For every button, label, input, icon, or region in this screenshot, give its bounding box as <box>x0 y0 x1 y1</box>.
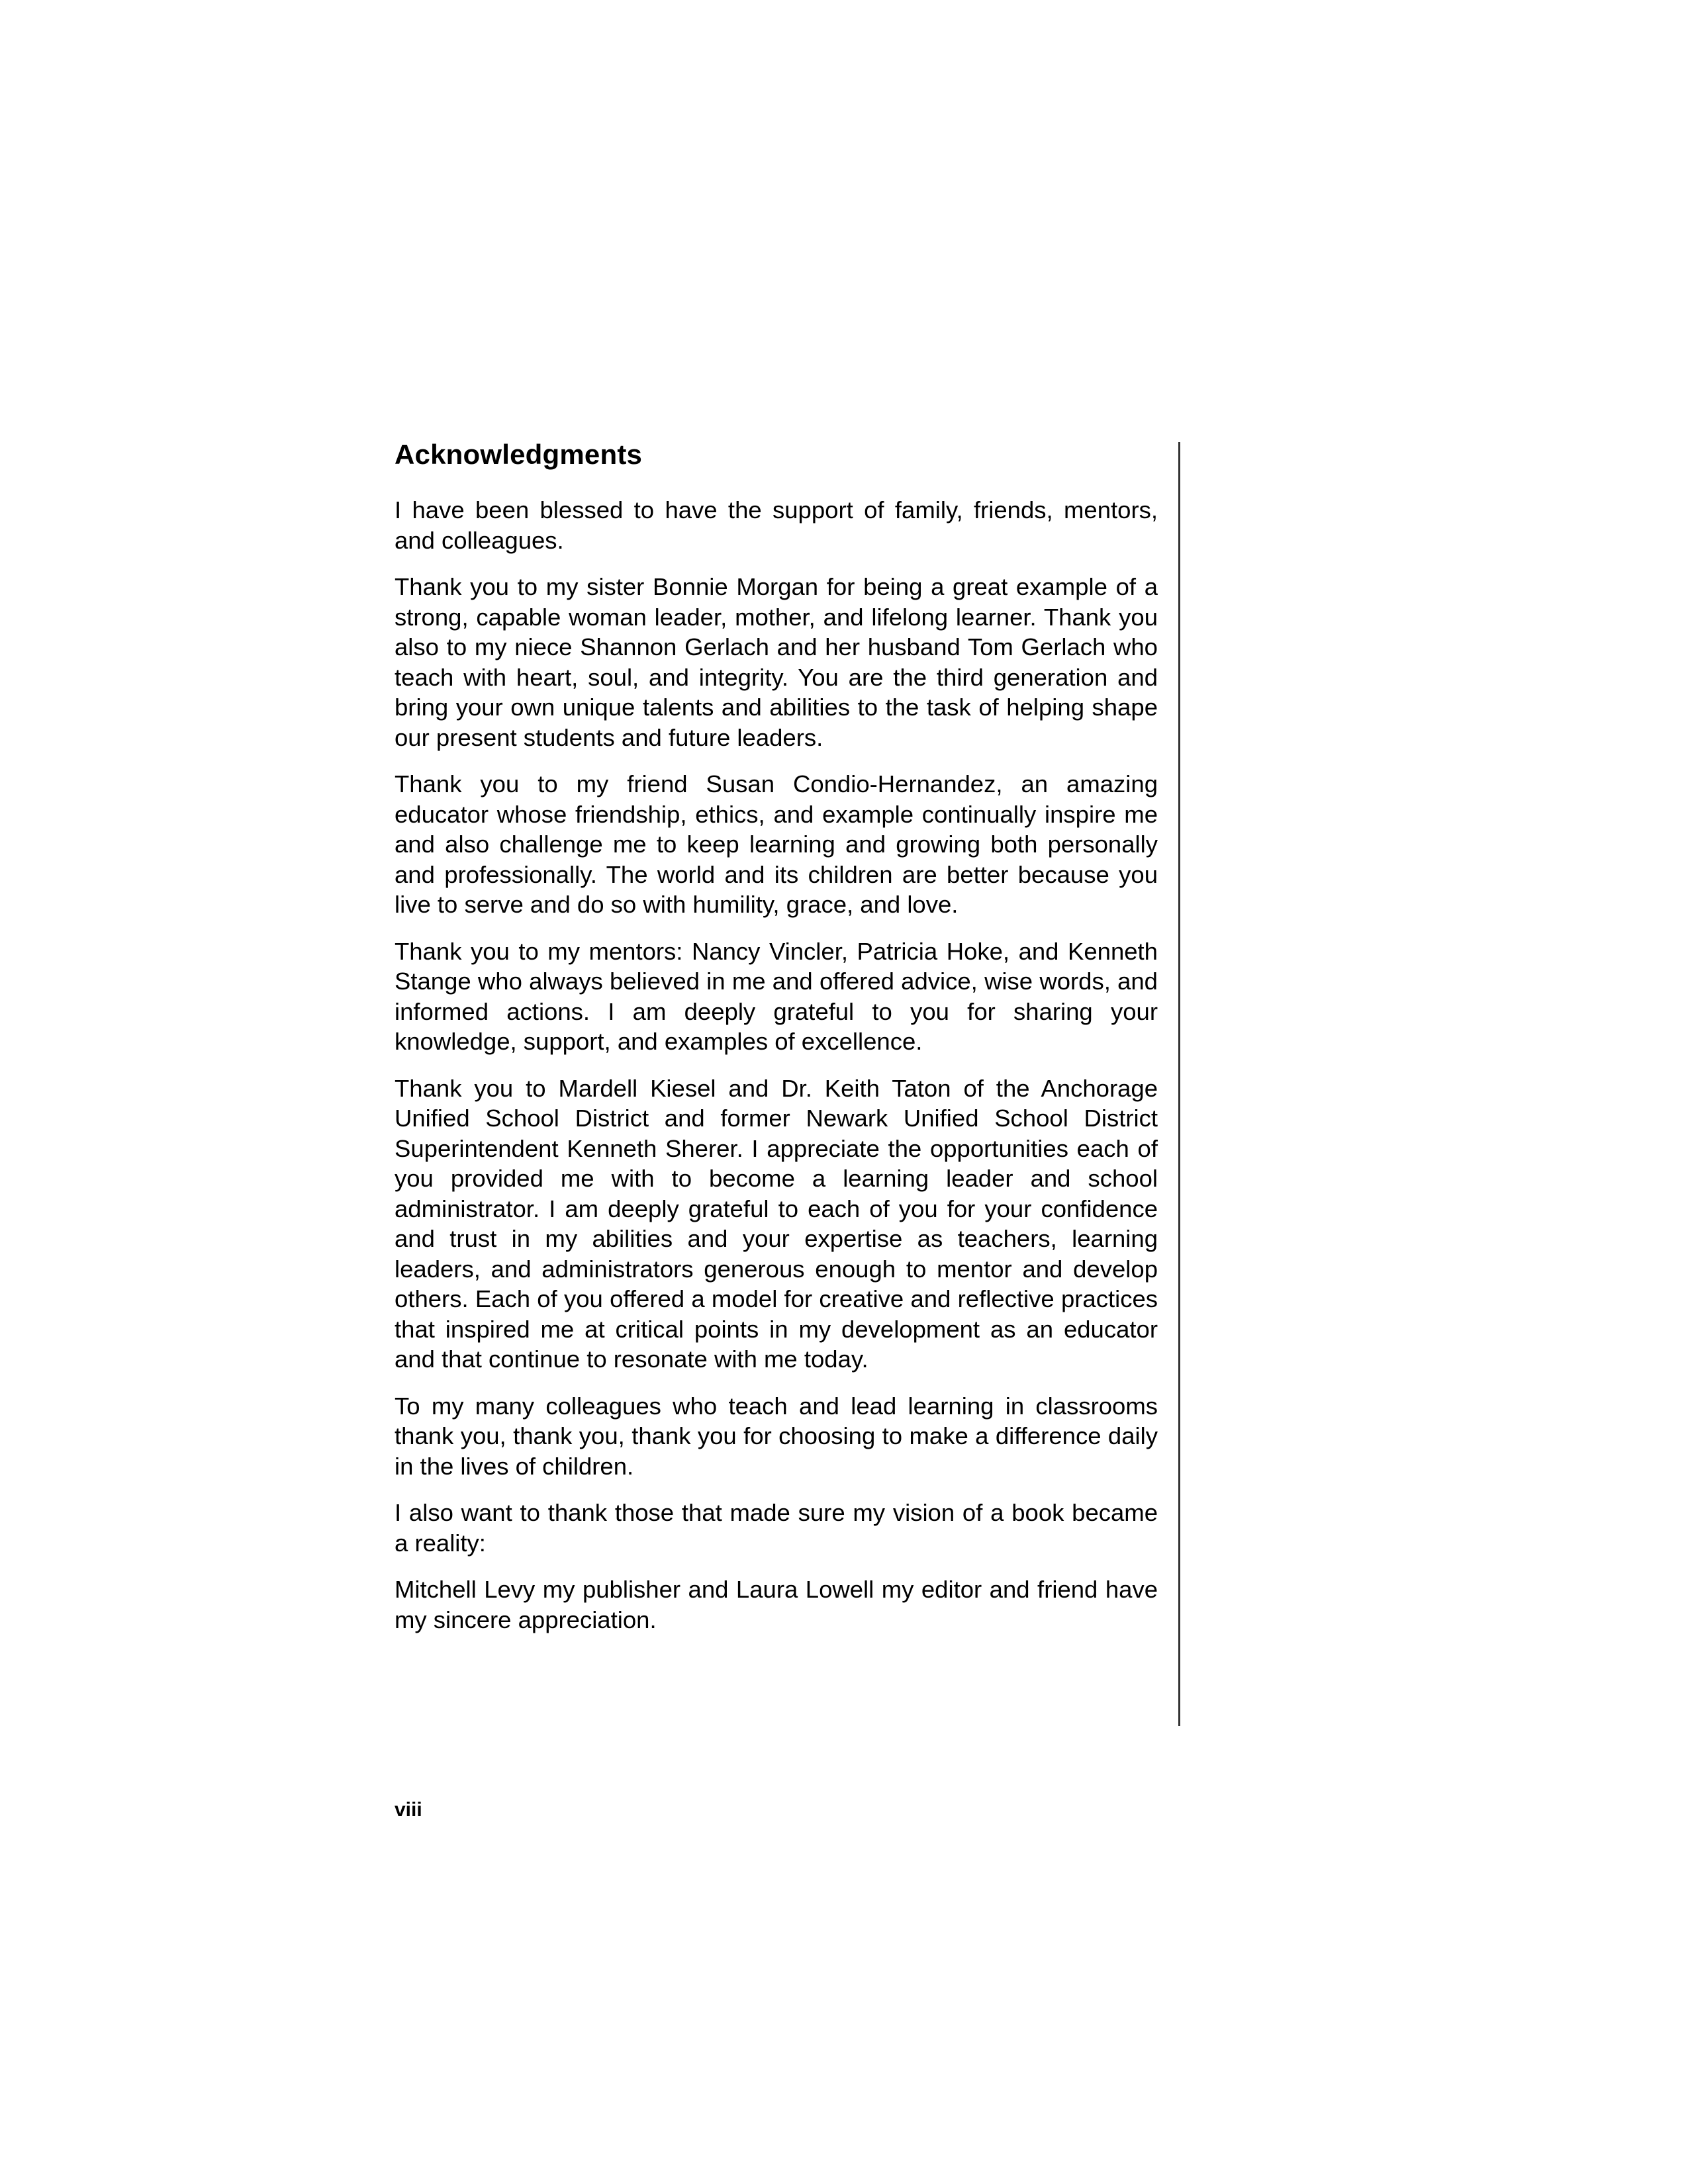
margin-rule <box>1178 442 1180 1726</box>
paragraph-publisher: Mitchell Levy my publisher and Laura Lowell my editor and friend have my sincere appreciation. <box>395 1576 1158 1633</box>
page-number: viii <box>395 1799 422 1821</box>
paragraph-intro: I have been blessed to have the support of family, friends, mentors, and colleagues. <box>395 496 1158 554</box>
paragraph-district: Thank you to Mardell Kiesel and Dr. Keith Taton of the Anchorage Unified School District and former Newark Unified School District Superintendent Kenneth Sherer. I appreciate the opportunities each of you provided me with to become a learning leader and school administrator. I am deeply grateful to each of you for your confidence and trust in my abilities and your expertise as teachers, learning leaders, and administrators generous enough to mentor and develop others. Each of you offered a model for creative and reflective practices that inspired me at critical points in my development as an educator and that continue to resonate with me today. <box>395 1074 1158 1373</box>
paragraph-mentors: Thank you to my mentors: Nancy Vincler, Patricia Hoke, and Kenneth Stange who always believed in me and offered advice, wise words, and informed actions. I am deeply grateful to you for sharing your knowledge, support, and examples of excellence. <box>395 937 1158 1055</box>
text-block <box>395 438 1158 1651</box>
paragraph-friend: Thank you to my friend Susan Condio-Hernandez, an amazing educator whose friendship, ethics, and example continually inspire me and also challenge me to keep learning and growing both personally and professionally. The world and its children are better because you live to serve and do so with humility, grace, and love. <box>395 770 1158 918</box>
page-title: Acknowledgments <box>395 439 643 470</box>
paragraph-book: I also want to thank those that made sure my vision of a book became a reality: <box>395 1499 1158 1557</box>
paragraph-colleagues: To my many colleagues who teach and lead learning in classrooms thank you, thank you, thank you for choosing to make a difference daily in the lives of children. <box>395 1392 1158 1480</box>
paragraph-family: Thank you to my sister Bonnie Morgan for being a great example of a strong, capable woman leader, mother, and lifelong learner. Thank you also to my niece Shannon Gerlach and her husband Tom Gerlach who teach with heart, soul, and integrity. You are the third generation and bring your own unique talents and abilities to the task of helping shape our present students and future leaders. <box>395 573 1158 751</box>
